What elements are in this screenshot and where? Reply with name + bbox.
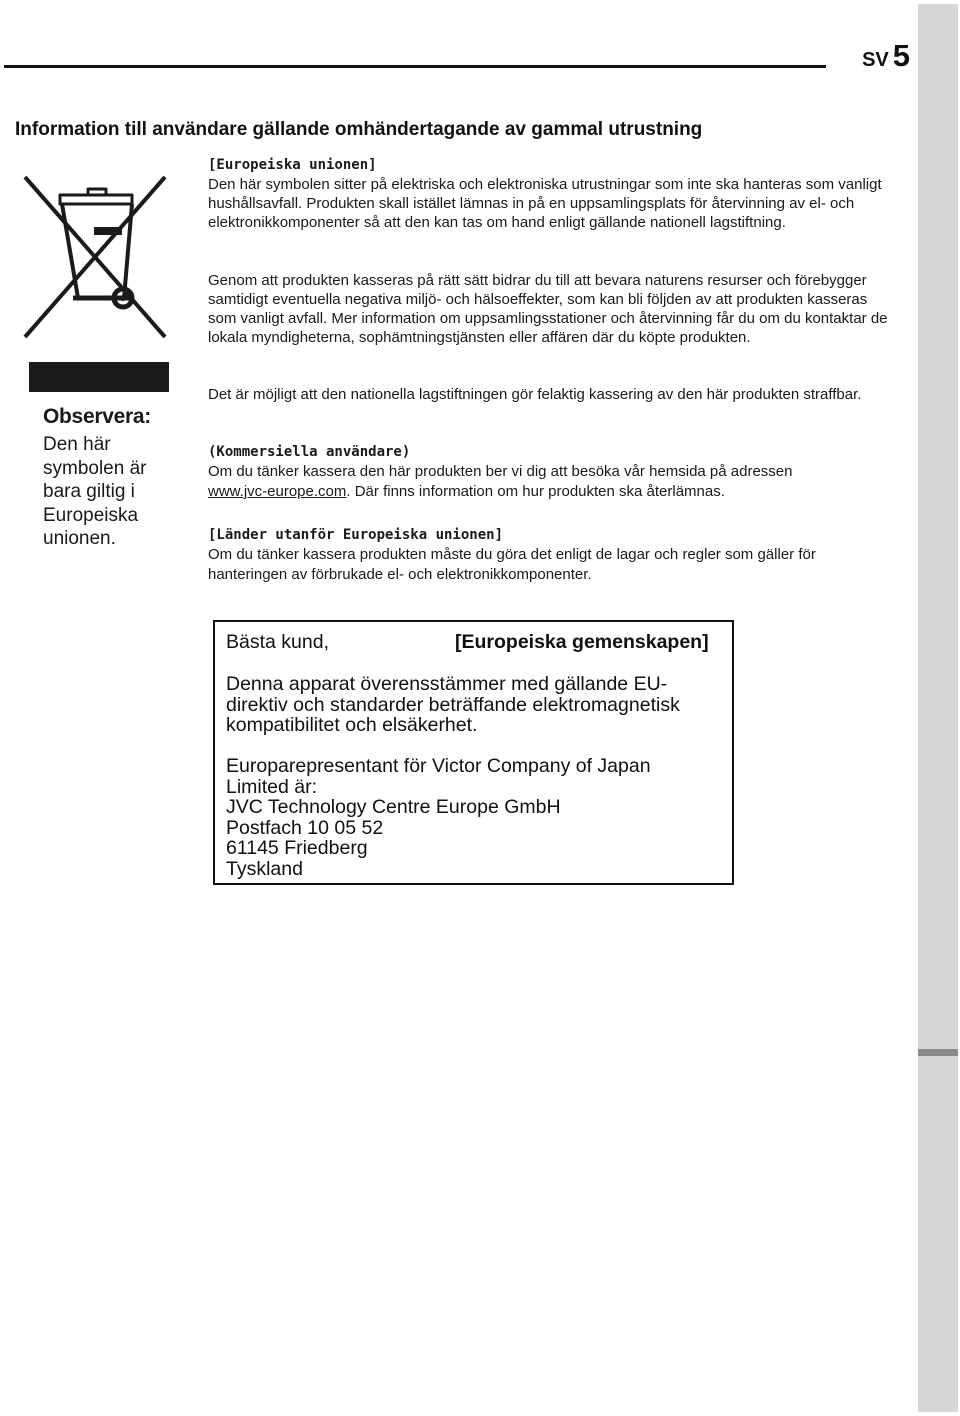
page-title: Information till användare gällande omhändertagande av gammal utrustning	[15, 119, 703, 140]
customer-notice-box	[213, 620, 734, 885]
eu-paragraph-1: Den här symbolen sitter på elektriska och elektroniska utrustningar som inte ska hanteras som vanligt hushållsavfall. Produkten skall istället lämnas in på en uppsamlingsplats för återvinning av el- och elektronikkomponenter så att den kan tas om hand enligt gällande nationell lagstiftning.	[208, 176, 882, 231]
eu-section	[208, 156, 888, 232]
representative-line: Postfach 10 05 52	[226, 816, 384, 839]
representative-line: JVC Technology Centre Europe GmbH	[226, 796, 561, 819]
language-code: SV	[862, 49, 889, 71]
observera-text: Den här symbolen är bara giltig i Europeiska unionen.	[43, 434, 147, 550]
business-text-tail: . Där finns information om hur produkten ska återlämnas.	[346, 483, 725, 500]
representative-line: Europarepresentant för Victor Company of Japan	[226, 755, 651, 777]
non-eu-text: Om du tänker kassera produkten måste du göra det enligt de lagar och regler som gäller för hanteringen av förbrukade el- och elektronikkomponenter.	[208, 546, 816, 583]
non-eu-section	[208, 526, 888, 585]
business-text-lead: Om du tänker kassera den här produkten ber vi dig att besöka vår hemsida på adressen	[208, 463, 793, 480]
eu-paragraph-3-block	[208, 385, 888, 404]
representative-line: 61145 Friedberg	[226, 837, 368, 860]
business-section	[208, 443, 888, 502]
observera-note	[43, 404, 183, 551]
eu-paragraph-2-block	[208, 271, 888, 347]
representative-line: Tyskland	[226, 857, 303, 880]
notice-heading: [Europeiska gemenskapen]	[455, 631, 709, 653]
business-text	[208, 462, 888, 502]
notice-conformity-text: Denna apparat överensstämmer med gällande EU-direktiv och standarder beträffande elektromagnetisk kompatibilitet och elsäkerhet.	[226, 673, 680, 737]
notice-greeting: Bästa kund,	[226, 631, 329, 653]
jvc-website-link[interactable]: www.jvc-europe.com	[208, 483, 347, 500]
header-rule	[4, 65, 826, 68]
side-tab	[918, 4, 958, 1412]
side-tab-marker	[918, 1049, 958, 1056]
page-number	[862, 38, 910, 74]
crossed-out-wheelie-bin-icon	[20, 172, 170, 342]
eu-section-heading: [Europeiska unionen]	[208, 157, 377, 173]
representative-line: Limited är:	[226, 775, 318, 798]
black-bar	[29, 362, 169, 392]
notice-representative	[226, 756, 716, 880]
eu-paragraph-3: Det är möjligt att den nationella lagstiftningen gör felaktig kassering av den här produkten straffbar.	[208, 386, 862, 403]
eu-paragraph-2: Genom att produkten kasseras på rätt sätt bidrar du till att bevara naturens resurser och förebygger samtidigt eventuella negativa miljö- och hälsoeffekter, som kan bli följden av att produkten kasseras som vanligt avfall. Mer information om uppsamlingsstationer och återvinning får du om du kontaktar de lokala myndigheterna, sophämtningstjänsten eller affären där du köpte produkten.	[208, 272, 888, 346]
non-eu-section-heading: [Länder utanför Europeiska unionen]	[208, 527, 504, 543]
page-number-value: 5	[892, 38, 910, 73]
business-section-heading: (Kommersiella användare)	[208, 444, 411, 460]
observera-title: Observera:	[43, 405, 151, 428]
